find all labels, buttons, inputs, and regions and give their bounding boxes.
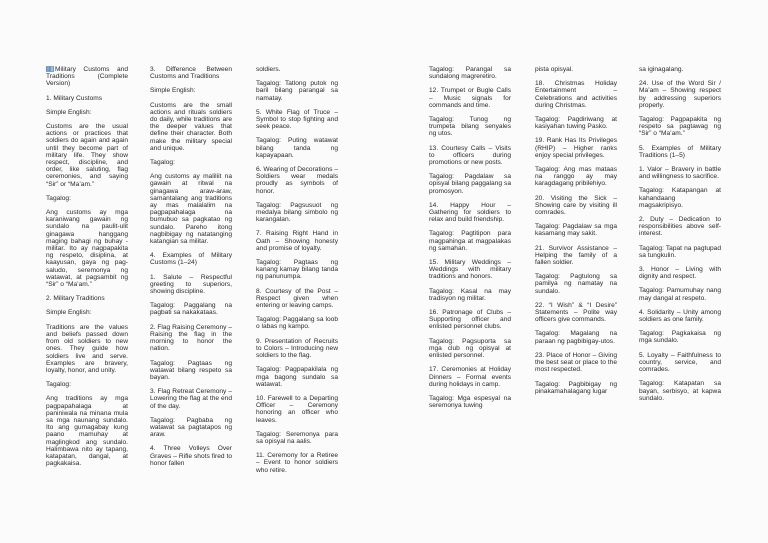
paragraph: sa iginagalang. (639, 66, 684, 73)
paragraph: Tagalog: Pagsusuot ng medalya bilang simbolo ng karangalan. (256, 201, 338, 224)
column-5 (535, 66, 617, 395)
paragraph: 19. Rank Has Its Privileges (RHIP) – Higher ranks enjoy special privileges. (535, 137, 617, 159)
paragraph: Tagalog: Tapat na pagtupad sa tungkulin. (639, 244, 721, 259)
paragraph: 22. “I Wish” & “I Desire” Statements – Polite way officers give commands. (535, 301, 617, 324)
paragraph: 4. Three Volleys Over Graves – Rifle shots fired to honor fallen (150, 445, 232, 467)
paragraph: Tagalog: Pagtaas ng kanang kamay bilang tanda ng panunumpa. (256, 259, 338, 281)
paragraph: 2. Military Traditions (46, 295, 105, 303)
paragraph: Ang customs ay mga karaniwang gawain ng sundalo na paulit-ulit ginagawa hanggang maging bahagi ng buhay -militar. Ito ay nagpapakita ng respeto, disiplina, at kaayusan, gaya ng pag-saludo, seremonya ng watawat, at pagsambit ng “Sir” o “Ma’am.” (46, 209, 128, 289)
paragraph: 5. Loyalty – Faithfulness to country, service, and comrades. (639, 351, 721, 374)
column-3 (256, 66, 338, 474)
paragraph: Tagalog: Pagbibigay ng pinakamahalagang lugar (535, 380, 617, 395)
paragraph: 14. Happy Hour – Gathering for soldiers to relax and build friendship. (429, 201, 511, 224)
paragraph: Tagalog: Katapatan sa bayan, serbisyo, at kapwa sundalo. (639, 380, 721, 402)
paragraph: 15. Military Weddings – Weddings with military traditions and honors. (429, 259, 511, 281)
paragraph: Tagalog: Pagdalaw sa opisyal bilang paggalang sa promosyon. (429, 173, 511, 195)
paragraph: 10. Farewell to a Departing Officer – Ceremony honoring an officer who leaves. (256, 394, 338, 424)
paragraph: Tagalog: Paggalang sa loob o labas ng kampo. (256, 316, 338, 331)
paragraph: Tagalog: Pagpapakilala ng mga bagong sundalo sa watawat. (256, 366, 338, 388)
paragraph: 23. Place of Honor – Giving the best seat or place to the most respected. (535, 351, 617, 374)
paragraph: Tagalog: Magalang na paraan ng pagbibigay-utos. (535, 330, 617, 345)
paragraph: 5. White Flag of Truce – Symbol to stop fighting and seek peace. (256, 108, 338, 131)
paragraph: Tagalog: Tunog ng trumpeta bilang senyales ng utos. (429, 116, 511, 138)
paragraph: 13. Courtesy Calls – Visits to officers during promotions or new posts. (429, 144, 511, 167)
paragraph: 9. Presentation of Recruits to Colors – Introducing new soldiers to the flag. (256, 337, 338, 360)
paragraph: 2. Duty – Dedication to responsibilities above self-interest. (639, 216, 721, 238)
paragraph: Tagalog: Puting watawat bilang tanda ng kapayapaan. (256, 137, 338, 159)
paragraph: Ang traditions ay mga pagpapahalaga at paniniwala na minana mula sa mga naunang sundalo. Ito ang gumagabay kung paano mamuhay at maglingkod ang sundalo. Halimbawa nito ay tapang, katapatan, dangal, at pagkakaisa. (46, 395, 128, 468)
paragraph: 4. Examples of Military Customs (1–24) (150, 252, 232, 267)
column-2 (150, 66, 232, 467)
paragraph: Simple English: (46, 108, 92, 116)
paragraph: 16. Patronage of Clubs – Supporting officer and enlisted personnel clubs. (429, 309, 511, 331)
paragraph: 8. Courtesy of the Post – Respect given when entering or leaving camps. (256, 287, 338, 310)
paragraph: Tagalog: Tatlong putok ng baril bilang parangal sa namatay. (256, 80, 338, 102)
paragraph: 24. Use of the Word Sir / Ma’am – Showing respect by addressing superiors properly. (639, 80, 721, 109)
paragraph: 21. Survivor Assistance – Helping the family of a fallen soldier. (535, 244, 617, 267)
paragraph: Tagalog: Pamumuhay nang may dangal at respeto. (639, 287, 721, 302)
paragraph: 3. Flag Retreat Ceremony – Lowering the flag at the end of the day. (150, 388, 232, 410)
paragraph: 1. Military Customs (46, 94, 103, 102)
paragraph: Tagalog: Mga espesyal na seremonya tuwing (429, 394, 511, 410)
paragraph: Customs are the small actions and rituals soldiers do daily, while traditions are the deeper values that define their character. Both make the military special and unique. (150, 101, 232, 152)
paragraph: 12. Trumpet or Bugle Calls – Music signals for commands and time. (429, 87, 511, 109)
paragraph: Tagalog: Ang mas mataas na ranggo ay may karagdagang pribilehiyo. (535, 166, 617, 188)
paragraph: Tagalog: Kasal na may tradisyon ng militar. (429, 287, 511, 302)
paragraph: Tagalog: (46, 194, 71, 202)
paragraph: 6. Wearing of Decorations – Soldiers wear medals proudly as symbols of honor. (256, 166, 338, 195)
paragraph: 17. Ceremonies at Holiday Dinners – Formal events during holidays in camp. (429, 366, 511, 388)
paragraph: Tagalog: Pagsuporta sa mga club ng opisyal at enlisted personnel. (429, 337, 511, 360)
paragraph: Tagalog: (46, 381, 71, 389)
book-icon (46, 66, 54, 72)
paragraph: Tagalog: Pagkakaisa ng mga sundalo. (639, 330, 721, 345)
paragraph: Ang customs ay maliliit na gawain at ritwal na ginagawa araw-araw, samantalang ang traditions ay mas malalalim na pagpapahalaga na bumubuo sa pagkatao ng sundalo. Pareho itong nagbibigay ng natatanging katangian sa militar. (150, 173, 232, 246)
paragraph: pista opisyal. (535, 66, 574, 73)
paragraph: Tagalog: (150, 159, 175, 167)
paragraph: Tagalog: Pagtulong sa pamilya ng namatay na sundalo. (535, 273, 617, 295)
paragraph: 4. Solidarity – Unity among soldiers as one family. (639, 308, 721, 324)
paragraph: Tagalog: Seremonya para sa opisyal na aalis. (256, 430, 338, 445)
paragraph: Traditions are the values and beliefs passed down from old soldiers to new ones. They guide how soldiers live and serve. Examples are bravery, loyalty, honor, and unity. (46, 323, 128, 374)
paragraph: soldiers. (256, 66, 281, 73)
paragraph: Tagalog: Pagdalaw sa mga kasamang may sakit. (535, 223, 617, 238)
paragraph: 20. Visiting the Sick – Showing care by visiting ill comrades. (535, 194, 617, 217)
paragraph: Tagalog: Katapangan at kahandaang magsakripisyo. (639, 187, 721, 209)
paragraph: Simple English: (46, 309, 92, 317)
paragraph: 7. Raising Right Hand in Oath – Showing honesty and promise of loyalty. (256, 230, 338, 252)
document-title: Military Customs and Traditions (Complete Version) (46, 66, 128, 88)
paragraph: Tagalog: Pagdiriwang at kasiyahan tuwing Pasko. (535, 116, 617, 131)
paragraph: Customs are the usual actions or practices that soldiers do again and again until they become part of military life. They show respect, discipline, and order, like saluting, flag ceremonies, and saying “Sir” or “Ma’am.” (46, 123, 128, 188)
paragraph: Tagalog: Pagtitipon para magpahinga at magpalakas ng samahan. (429, 230, 511, 252)
paragraph: 5. Examples of Military Traditions (1–5) (639, 144, 721, 159)
paragraph: Tagalog: Parangal sa sundalong magreretiro. (429, 66, 511, 81)
paragraph: 18. Christmas Holiday Entertainment – Celebrations and activities during Christmas. (535, 80, 617, 109)
paragraph: Tagalog: Pagtaas ng watawat bilang respeto sa bayan. (150, 359, 232, 381)
column-4 (429, 66, 511, 409)
paragraph: 2. Flag Raising Ceremony – Raising the flag in the morning to honor the nation. (150, 323, 232, 353)
column-6 (639, 66, 721, 402)
paragraph: 1. Valor – Bravery in battle and willingness to sacrifice. (639, 166, 721, 181)
paragraph: Tagalog: Paggalang na pagbati sa nakakataas. (150, 302, 232, 317)
paragraph: 11. Ceremony for a Retiree – Event to honor soldiers who retire. (256, 452, 338, 474)
paragraph: 3. Difference Between Customs and Traditions (150, 66, 232, 81)
paragraph: Tagalog: Pagpapakita ng respeto sa pagtawag ng “Sir” o “Ma’am.” (639, 116, 721, 138)
paragraph: Tagalog: Pagbaba ng watawat sa pagtatapos ng araw. (150, 416, 232, 439)
paragraph: 1. Salute – Respectful greeting to superiors, showing discipline. (150, 273, 232, 296)
column-1 (46, 66, 128, 467)
paragraph: 3. Honor – Living with dignity and respect. (639, 266, 721, 281)
paragraph: Simple English: (150, 87, 196, 95)
